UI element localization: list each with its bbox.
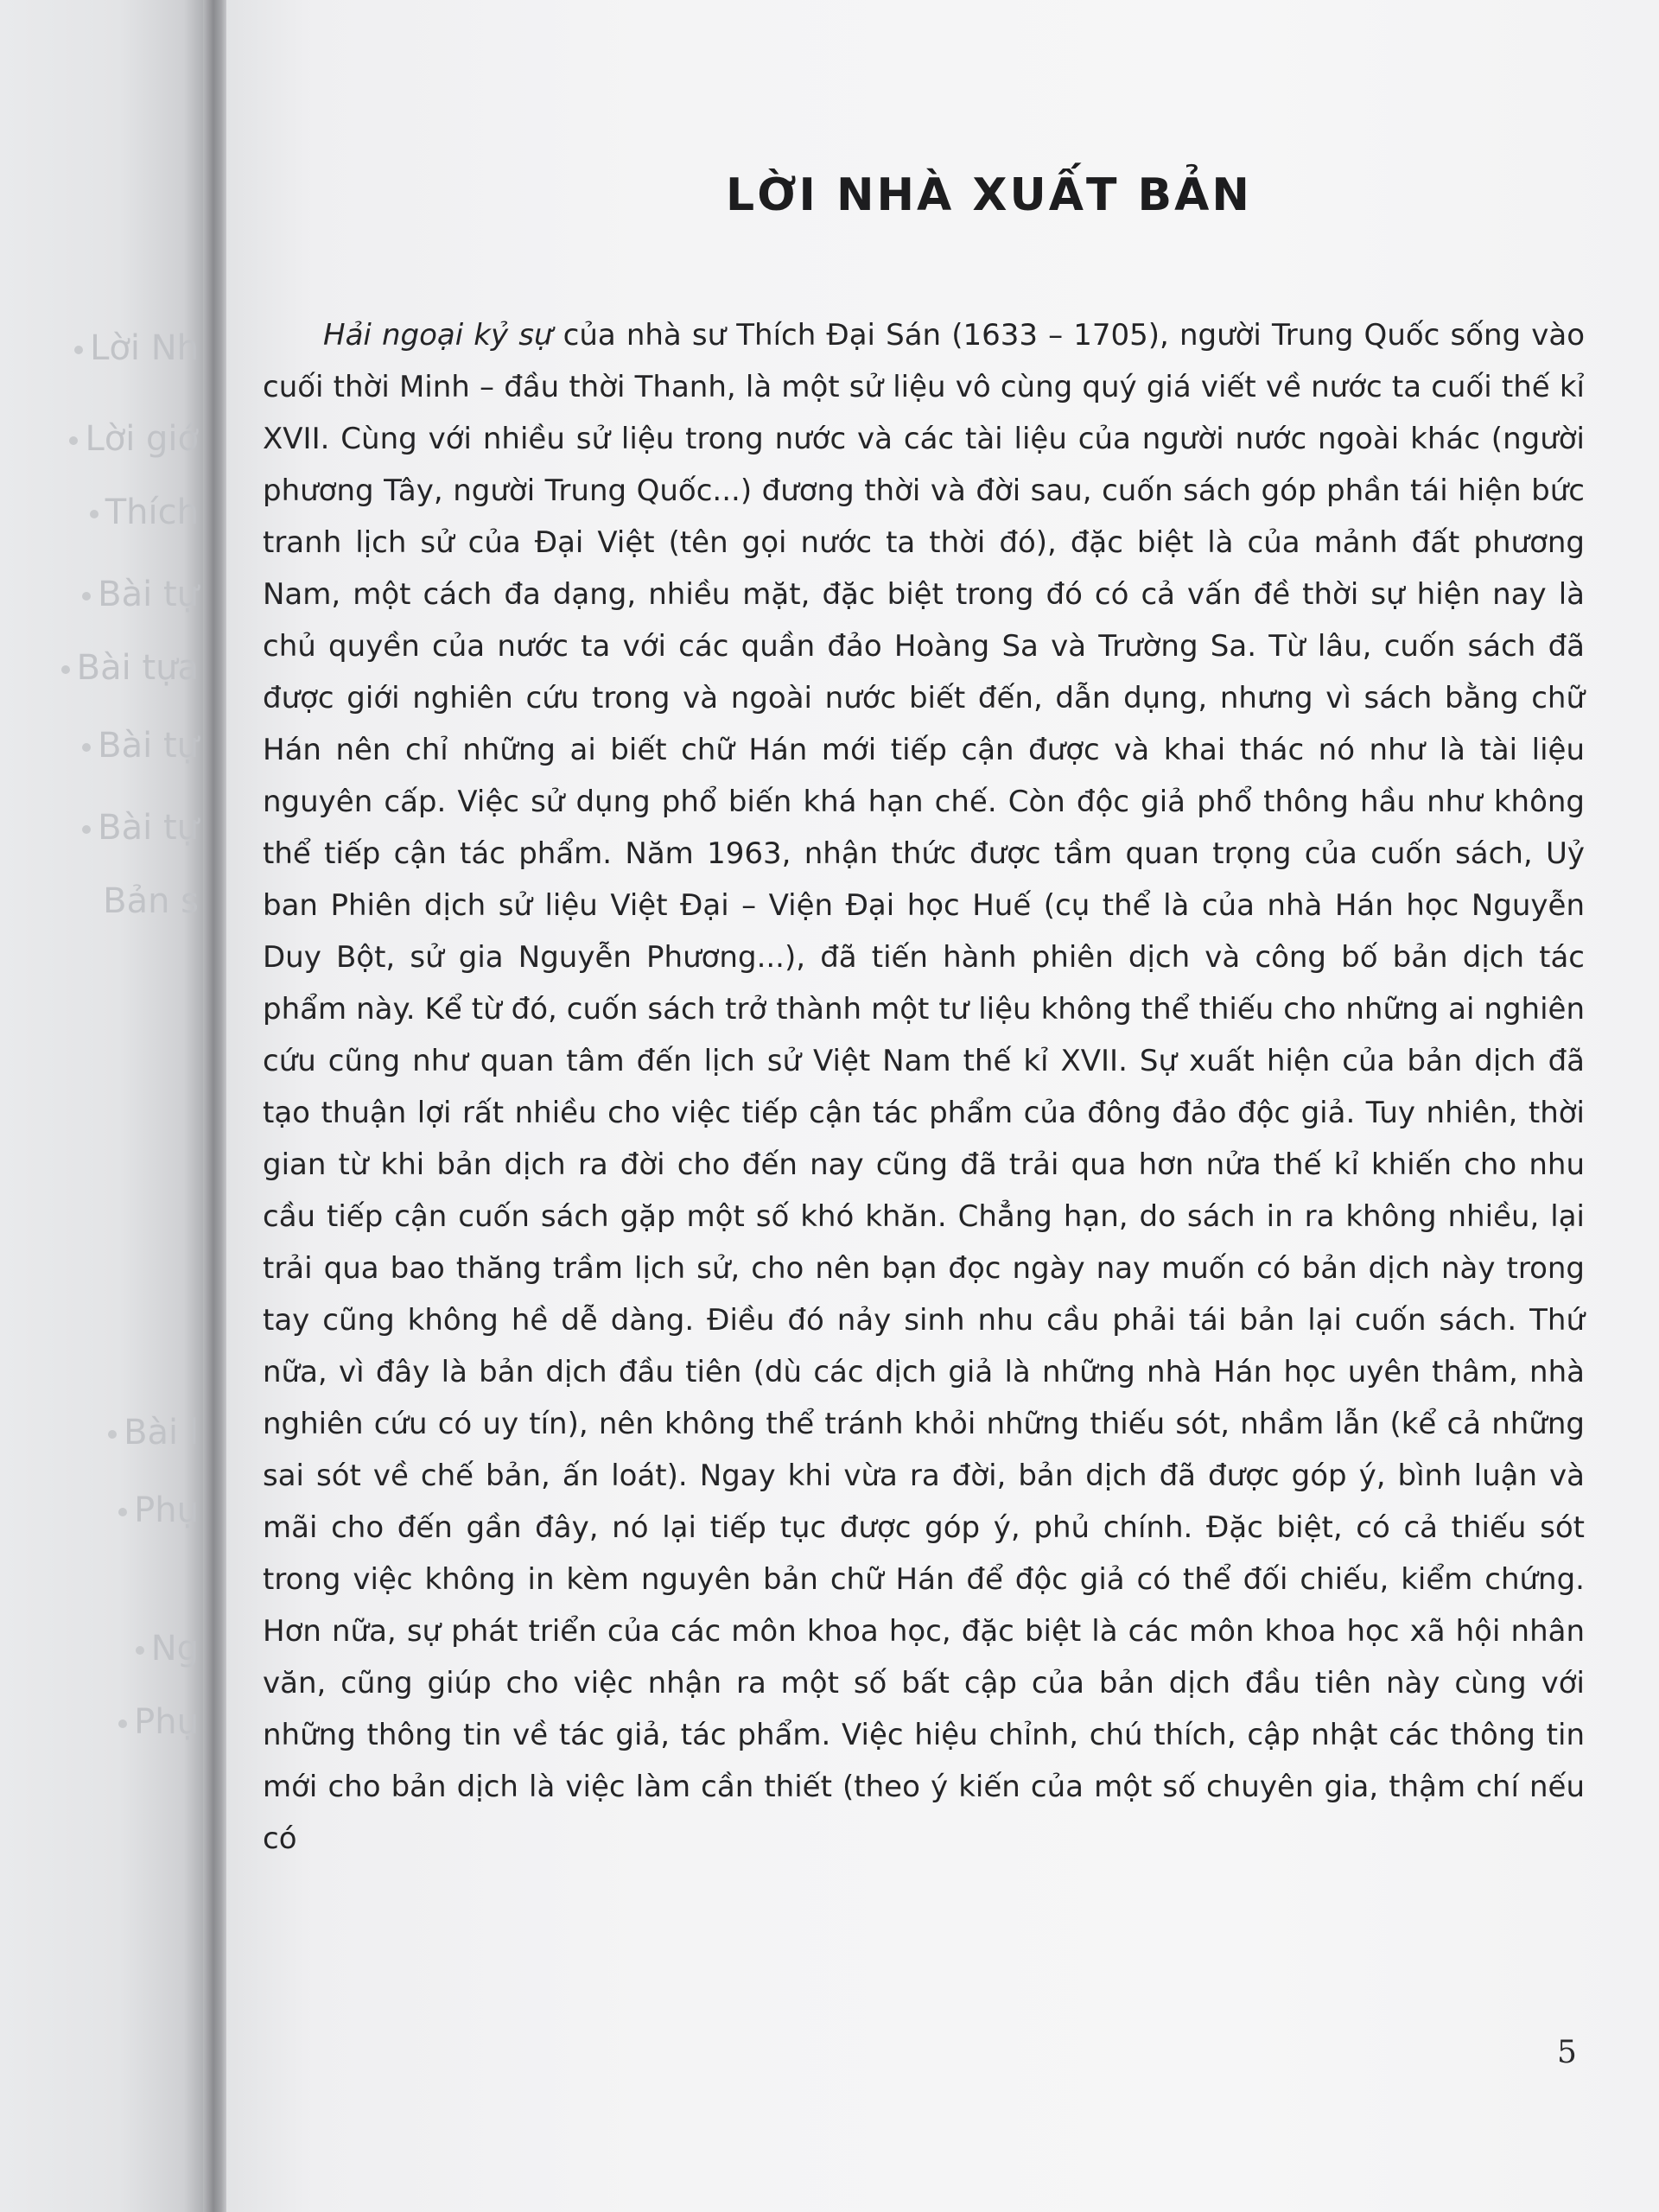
bullet-icon — [82, 825, 91, 834]
bullet-icon — [74, 346, 83, 354]
book-gutter — [203, 0, 229, 2212]
bullet-icon — [118, 1508, 127, 1516]
bullet-icon — [69, 436, 78, 445]
toc-item: Bài tựa — [0, 648, 216, 688]
page-number: 5 — [1557, 2035, 1577, 2070]
toc-item: Lời Nh — [0, 328, 216, 368]
left-page — [0, 0, 216, 2212]
book-title-italic: Hải ngoại kỷ sự — [323, 318, 553, 353]
toc-item: Phụ — [0, 1702, 216, 1742]
bullet-icon — [61, 665, 70, 674]
toc-item: Bài tự — [0, 808, 216, 848]
toc-item: Thích — [0, 493, 216, 532]
toc-item: Lời giớ — [0, 419, 216, 459]
body-paragraph — [263, 309, 1585, 1865]
bullet-icon — [118, 1719, 127, 1728]
bullet-icon — [108, 1430, 117, 1439]
bullet-icon — [90, 510, 99, 518]
body-text: của nhà sư Thích Đại Sán (1633 – 1705), người Trung Quốc sống vào cuối thời Minh – đầu thời Thanh, là một sử liệu vô cùng quý giá viết về nước ta cuối thế kỉ XVII. Cùng với nhiều sử liệu trong nước và các tài liệu của người nước ngoài khác (người phương Tây, người Trung Quốc...) đương thời và đời sau, cuốn sách góp phần tái hiện bức tranh lịch sử của Đại Việt (tên gọi nước ta thời đó), đặc biệt là của mảnh đất phương Nam, một cách đa dạng, nhiều mặt, đặc biệt trong đó có cả vấn đề thời sự hiện nay là chủ quyền của nước ta với các quần đảo Hoàng Sa và Trường Sa. Từ lâu, cuốn sách đã được giới nghiên cứu trong và ngoài nước biết đến, dẫn dụng, nhưng vì sách bằng chữ Hán nên chỉ những ai biết chữ Hán mới tiếp cận được và khai thác nó như là tài liệu nguyên cấp. Việc sử dụng phổ biến khá hạn chế. Còn độc giả phổ thông hầu như không thể tiếp cận tác phẩm. Năm 1963, nhận thức được tầm quan trọng của cuốn sách, Uỷ ban Phiên dịch sử liệu Việt Đại – Viện Đại học Huế (cụ thể là của nhà Hán học Nguyễn Duy Bột, sử gia Nguyễn Phương...), đã tiến hành phiên dịch và công bố bản dịch tác phẩm này. Kể từ đó, cuốn sách trở thành một tư liệu không thể thiếu cho những ai nghiên cứu cũng như quan tâm đến lịch sử Việt Nam thế kỉ XVII. Sự xuất hiện của bản dịch đã tạo thuận lợi rất nhiều cho việc tiếp cận tác phẩm của đông đảo độc giả. Tuy nhiên, thời gian từ khi bản dịch ra đời cho đến nay cũng đã trải qua hơn nửa thế kỉ khiến cho nhu cầu tiếp cận cuốn sách gặp một số khó khăn. Chẳng hạn, do sách in ra không nhiều, lại trải qua bao thăng trầm lịch sử, cho nên bạn đọc ngày nay muốn có bản dịch này trong tay cũng không hề dễ dàng. Điều đó nảy sinh nhu cầu phải tái bản lại cuốn sách. Thứ nữa, vì đây là bản dịch đầu tiên (dù các dịch giả là những nhà Hán học uyên thâm, nhà nghiên cứu có uy tín), nên không thể tránh khỏi những thiếu sót, nhầm lẫn (kể cả những sai sót về chế bản, ấn loát). Ngay khi vừa ra đời, bản dịch đã được góp ý, bình luận và mãi cho đến gần đây, nó lại tiếp tục được góp ý, phủ chính. Đặc biệt, có cả thiếu sót trong việc không in kèm nguyên bản chữ Hán để độc giả có thể đối chiếu, kiểm chứng. Hơn nữa, sự phát triển của các môn khoa học, đặc biệt là các môn khoa học xã hội nhân văn, cũng giúp cho việc nhận ra một số bất cập của bản dịch đầu tiên này cùng với những thông tin về tác giả, tác phẩm. Việc hiệu chỉnh, chú thích, cập nhật các thông tin mới cho bản dịch là việc làm cần thiết (theo ý kiến của một số chuyên gia, thậm chí nếu có — [263, 318, 1585, 1856]
toc-item: Bài tự — [0, 726, 216, 766]
toc-item: Ng — [0, 1629, 216, 1669]
book-page — [226, 0, 1659, 2212]
bullet-icon — [82, 592, 91, 601]
bullet-icon — [136, 1646, 144, 1655]
toc-item: Phụ — [0, 1491, 216, 1530]
page-title: LỜI NHÀ XUẤT BẢN — [726, 169, 1252, 221]
toc-item: Bản s — [103, 881, 199, 921]
toc-item: Bài l — [0, 1413, 216, 1452]
bullet-icon — [82, 743, 91, 752]
toc-item: Bài tự — [0, 575, 216, 614]
